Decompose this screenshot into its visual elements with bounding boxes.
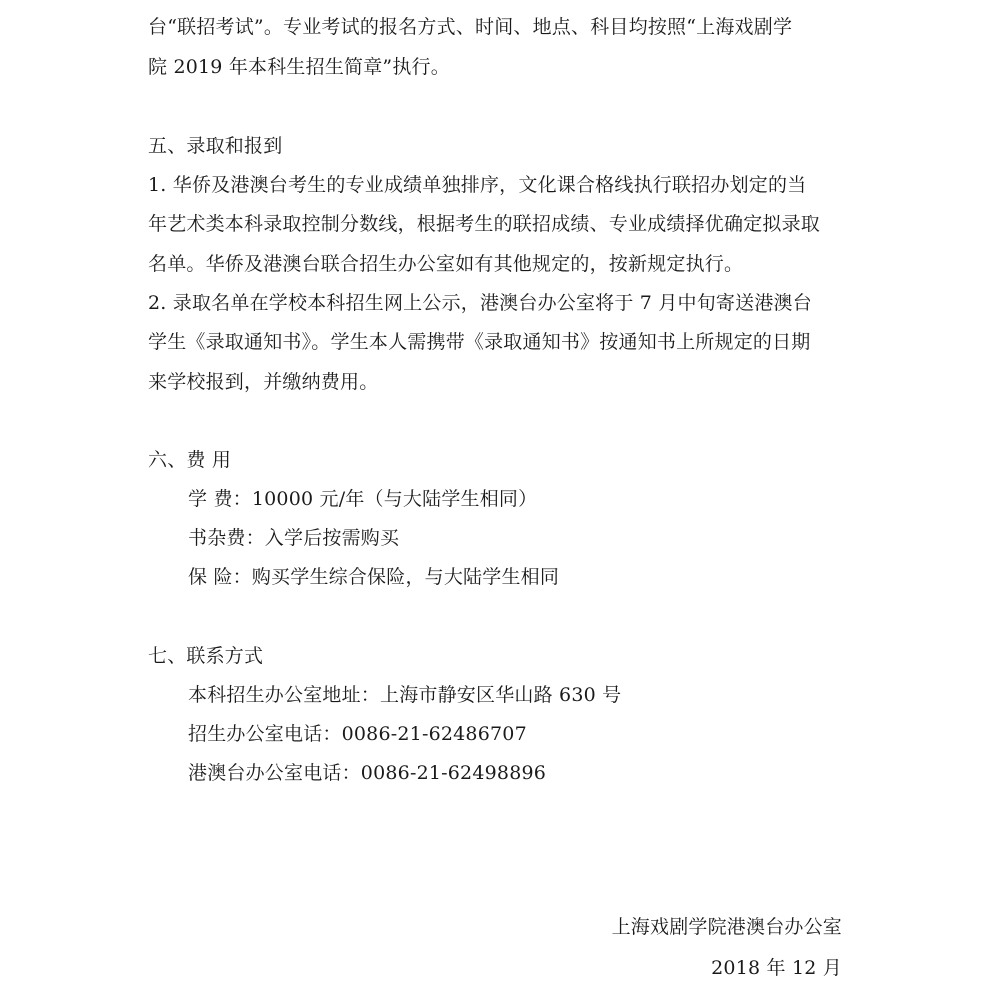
section-5-line: 1. 华侨及港澳台考生的专业成绩单独排序，文化课合格线执行联招办划定的当: [148, 174, 807, 196]
section-5-line: 名单。华侨及港澳台联合招生办公室如有其他规定的，按新规定执行。: [148, 253, 744, 275]
contact-hkmt-phone: 港澳台办公室电话：0086-21-62498896: [188, 762, 547, 784]
fee-item-tuition: 学 费：10000 元/年（与大陆学生相同）: [188, 488, 538, 510]
section-5-heading: 五、录取和报到: [148, 135, 283, 157]
signature-office: 上海戏剧学院港澳台办公室: [611, 916, 842, 938]
signature-date: 2018 年 12 月: [711, 957, 842, 979]
intro-line-1: 台“联招考试”。专业考试的报名方式、时间、地点、科目均按照“上海戏剧学: [148, 16, 793, 38]
section-5-line: 2. 录取名单在学校本科招生网上公示，港澳台办公室将于 7 月中旬寄送港澳台: [148, 292, 812, 314]
section-5-line: 来学校报到，并缴纳费用。: [148, 371, 379, 393]
section-5-line: 学生《录取通知书》。学生本人需携带《录取通知书》按通知书上所规定的日期: [148, 331, 811, 353]
section-7-heading: 七、联系方式: [148, 645, 264, 667]
contact-admissions-phone: 招生办公室电话：0086-21-62486707: [188, 723, 527, 745]
contact-address: 本科招生办公室地址：上海市静安区华山路 630 号: [188, 684, 622, 706]
section-5-line: 年艺术类本科录取控制分数线，根据考生的联招成绩、专业成绩择优确定拟录取: [148, 213, 821, 235]
fee-item-insurance: 保 险：购买学生综合保险，与大陆学生相同: [188, 566, 560, 588]
intro-line-2: 院 2019 年本科生招生简章”执行。: [148, 56, 450, 78]
fee-item-books: 书杂费：入学后按需购买: [188, 527, 400, 549]
section-6-heading: 六、费 用: [148, 449, 232, 471]
